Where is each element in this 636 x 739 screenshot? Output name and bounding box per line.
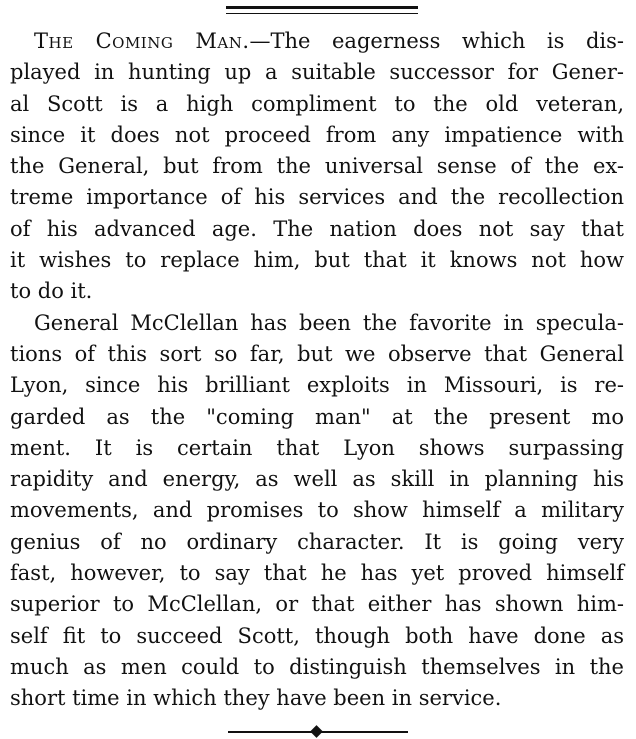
text-line (10, 26, 624, 57)
line-text: tions of this sort so far, but we observe that General (10, 341, 624, 366)
text-line (10, 621, 624, 652)
text-line (10, 589, 624, 620)
line-text: to do it. (10, 279, 93, 304)
text-line (10, 558, 624, 589)
line-text: treme importance of his services and the recollection (10, 185, 624, 210)
line-text: played in hunting up a suitable successor for Gener- (10, 60, 624, 85)
top-rule-thick (226, 6, 418, 9)
line-text: Lyon, since his brilliant exploits in Missouri, is re- (10, 373, 624, 398)
text-line (10, 57, 624, 88)
line-text: fast, however, to say that he has yet proved himself (10, 561, 624, 586)
line-text: since it does not proceed from any impatience with (10, 122, 624, 147)
closing-dash-ornament (228, 727, 408, 737)
article-body (10, 26, 624, 715)
line-text: of his advanced age. The nation does not say that (10, 216, 624, 241)
line-text: ment. It is certain that Lyon shows surpassing (10, 435, 624, 460)
text-line (10, 89, 624, 120)
line-text: General McClellan has been the favorite in specula- (34, 310, 624, 335)
text-line (10, 120, 624, 151)
top-rule-thin (226, 13, 418, 14)
text-line (10, 151, 624, 182)
line-text: rapidity and energy, as well as skill in planning his (10, 467, 624, 492)
text-line (10, 370, 624, 401)
text-line (10, 527, 624, 558)
line-text: genius of no ordinary character. It is going very (10, 529, 624, 554)
text-line (10, 245, 624, 276)
line-text: short time in which they have been in service. (10, 686, 502, 711)
text-line (10, 214, 624, 245)
text-line (10, 276, 624, 307)
line-text: the General, but from the universal sense of the ex- (10, 154, 624, 179)
line-text: garded as the "coming man" at the present mo (10, 404, 624, 429)
text-line (10, 495, 624, 526)
text-line (10, 182, 624, 213)
text-line (10, 402, 624, 433)
line-text: self fit to succeed Scott, though both have done as (10, 623, 624, 648)
line-text: it wishes to replace him, but that it knows not how (10, 248, 624, 273)
text-line (10, 464, 624, 495)
article-headline: The Coming Man. (34, 29, 250, 53)
text-line (10, 339, 624, 370)
line-text: movements, and promises to show himself a military (10, 498, 624, 523)
line-text: much as men could to distinguish themselves in the (10, 654, 624, 679)
text-line (10, 683, 624, 714)
diamond-icon (310, 725, 323, 738)
line-text: superior to McClellan, or that either has shown him- (10, 592, 624, 617)
line-text: al Scott is a high compliment to the old veteran, (10, 91, 624, 116)
text-line (10, 308, 624, 339)
text-line (10, 433, 624, 464)
text-line (10, 652, 624, 683)
line-text: —The eagerness which is dis- (249, 29, 624, 53)
